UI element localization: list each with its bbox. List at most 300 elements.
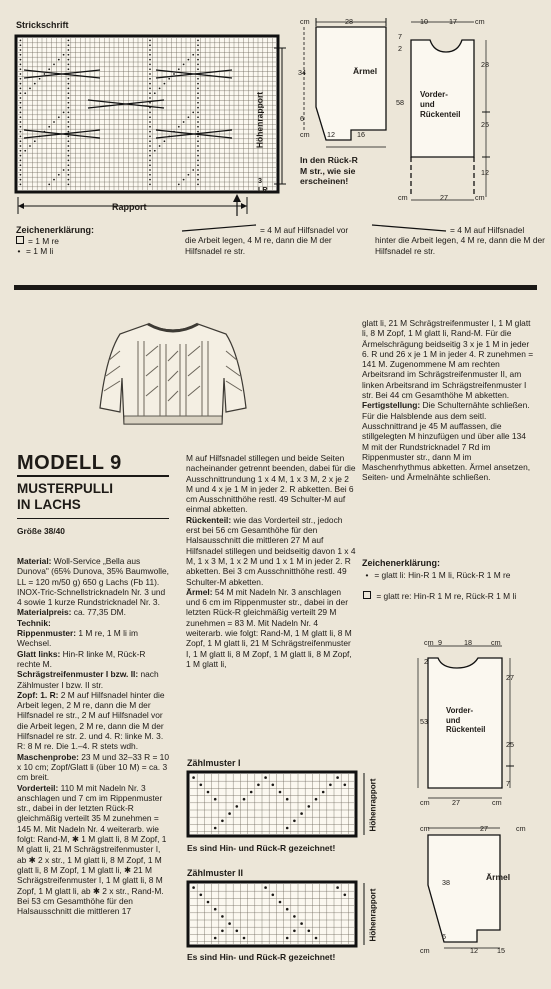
purl-dot bbox=[20, 155, 22, 157]
purl-dot bbox=[20, 174, 22, 176]
purl-dot bbox=[58, 59, 60, 61]
purl-dot bbox=[293, 820, 296, 823]
purl-dot bbox=[68, 126, 70, 128]
purl-dot bbox=[197, 131, 199, 133]
dim-25: 25 bbox=[481, 120, 489, 129]
purl-dot bbox=[197, 54, 199, 56]
purl-dot bbox=[228, 922, 231, 925]
dim-cm: cm bbox=[420, 946, 430, 955]
rapport-label: Rapport bbox=[112, 202, 147, 212]
purl-dot bbox=[68, 184, 70, 186]
dim-6: 6 bbox=[442, 932, 446, 941]
purl-dot bbox=[286, 937, 289, 940]
purl-dot bbox=[149, 145, 151, 147]
paragraph: Glatt links: Hin-R linke M, Rück-R rechte M. bbox=[17, 648, 146, 669]
purl-dot bbox=[293, 915, 296, 918]
purl-dot bbox=[20, 136, 22, 138]
zaehl-1-hoehenrapport: Höhenrapport bbox=[368, 778, 378, 832]
purl-dot bbox=[149, 136, 151, 138]
dim-27: 27 bbox=[440, 193, 448, 202]
dim-58: 58 bbox=[396, 98, 404, 107]
purl-dot bbox=[20, 78, 22, 80]
paragraph: Materialpreis: ca. 77,35 DM. bbox=[17, 607, 126, 618]
cable-front-text: = 4 M auf Hilfsnadel vor die Arbeit legen, 4 M re, dann die M der Hilfsnadel re str. bbox=[185, 225, 349, 256]
purl-dot bbox=[149, 68, 151, 70]
purl-dot bbox=[20, 179, 22, 181]
purl-dot bbox=[20, 126, 22, 128]
paragraph: Fertigstellung: Die Schulternähte schließen. Für die Halsblende aus dem seitl. Ausschnittrand je 45 M auffassen, die stillgelegten M hinzufügen und über alle 134 M mit der Rundstricknadel 7 Rd im Rippenmuster str., dann M im Maschenrhythmus abketten. Ärmel ansetzen, Seiten- und Ärmelnähte schließen. bbox=[362, 400, 531, 483]
dim-12: 12 bbox=[470, 946, 478, 955]
purl-dot bbox=[250, 791, 253, 794]
purl-dot bbox=[48, 126, 50, 128]
purl-dot bbox=[154, 150, 156, 152]
purl-dot bbox=[20, 131, 22, 133]
purl-dot bbox=[68, 131, 70, 133]
zaehlmuster-2-chart bbox=[186, 880, 376, 952]
chart-title: Strickschrift bbox=[16, 20, 69, 30]
purl-dot bbox=[293, 930, 296, 933]
purl-dot bbox=[149, 121, 151, 123]
purl-dot bbox=[29, 145, 31, 147]
purl-dot bbox=[236, 805, 239, 808]
dim-2: 2 bbox=[424, 657, 428, 666]
purl-dot bbox=[20, 73, 22, 75]
square-icon bbox=[16, 236, 24, 244]
purl-dot bbox=[20, 112, 22, 114]
sweater-illustration bbox=[98, 316, 248, 428]
purl-dot bbox=[53, 121, 55, 123]
dim-34: 34 bbox=[298, 68, 306, 77]
dim-2: 2 bbox=[398, 44, 402, 53]
purl-dot bbox=[20, 54, 22, 56]
purl-dot bbox=[68, 112, 70, 114]
purl-dot bbox=[214, 798, 217, 801]
legend-item-glatt-li: • = glatt li: Hin-R 1 M li, Rück-R 1 M re bbox=[362, 570, 534, 580]
purl-dot bbox=[272, 784, 275, 787]
legend-item-glatt-re: = glatt re: Hin-R 1 M re, Rück-R 1 M li bbox=[362, 591, 534, 601]
purl-dot bbox=[214, 937, 217, 940]
purl-dot bbox=[188, 174, 190, 176]
purl-dot bbox=[183, 64, 185, 66]
purl-dot bbox=[173, 73, 175, 75]
paragraph: Maschenprobe: 23 M und 32–33 R = 10 x 10 cm; Zopf/Glatt li (über 10 M) = ca. 3 cm breit. bbox=[17, 751, 170, 783]
dim-12: 12 bbox=[327, 130, 335, 139]
purl-dot bbox=[20, 83, 22, 85]
purl-dot bbox=[149, 73, 151, 75]
lr-label: 3 LR bbox=[258, 176, 268, 194]
purl-dot bbox=[221, 930, 224, 933]
aermel-label-bottom: Ärmel bbox=[486, 872, 511, 882]
text-column-3 bbox=[362, 318, 534, 483]
purl-dot bbox=[197, 174, 199, 176]
text-column-1 bbox=[17, 556, 169, 916]
purl-dot bbox=[197, 107, 199, 109]
purl-dot bbox=[68, 54, 70, 56]
dim-25: 25 bbox=[506, 740, 514, 749]
purl-dot bbox=[68, 68, 70, 70]
purl-dot bbox=[344, 894, 347, 897]
section-divider bbox=[14, 285, 537, 290]
purl-dot bbox=[48, 68, 50, 70]
purl-dot bbox=[159, 145, 161, 147]
purl-dot bbox=[197, 44, 199, 46]
paragraph: M auf Hilfsnadel stillegen und beide Seiten nacheinander getrennt beenden, dabei für die Ausschnittrundung 1 x 4 M, 1 x 3 M, 2 x je 2 M und 4 x je 1 M in jeder 2. R abketten. Bei 6 cm Ausschnitthöhe restl. 49 Schulter-M auf einmal abketten. bbox=[186, 453, 356, 515]
dim-cm: cm bbox=[475, 193, 485, 202]
zaehlmuster-1-chart bbox=[186, 770, 376, 842]
dim-12-right: 12 bbox=[481, 168, 489, 177]
purl-dot bbox=[24, 150, 26, 152]
purl-dot bbox=[192, 169, 194, 171]
purl-dot bbox=[192, 112, 194, 114]
dot-icon: • bbox=[17, 246, 21, 256]
purl-dot bbox=[68, 59, 70, 61]
paragraph: Rippenmuster: 1 M re, 1 M li im Wechsel. bbox=[17, 628, 138, 649]
purl-dot bbox=[279, 901, 282, 904]
purl-dot bbox=[221, 820, 224, 823]
paragraph: Schrägstreifenmuster I bzw. II: nach Zählmuster I bzw. II str. bbox=[17, 669, 159, 690]
purl-dot bbox=[20, 121, 22, 123]
purl-dot bbox=[68, 145, 70, 147]
purl-dot bbox=[68, 164, 70, 166]
purl-dot bbox=[68, 155, 70, 157]
purl-dot bbox=[68, 121, 70, 123]
dim-cm: cm bbox=[420, 798, 430, 807]
purl-dot bbox=[58, 174, 60, 176]
purl-dot bbox=[344, 784, 347, 787]
purl-dot bbox=[300, 812, 303, 815]
dim-7: 7 bbox=[506, 779, 510, 788]
zaehlmuster-1-title: Zählmuster I bbox=[187, 758, 241, 768]
purl-dot bbox=[159, 88, 161, 90]
purl-dot bbox=[20, 140, 22, 142]
purl-dot bbox=[192, 54, 194, 56]
purl-dot bbox=[197, 179, 199, 181]
dim-10: 10 bbox=[420, 17, 428, 26]
purl-dot bbox=[243, 937, 246, 940]
dim-cm: cm bbox=[420, 824, 430, 833]
dim-cm: cm bbox=[424, 638, 434, 647]
purl-dot bbox=[197, 68, 199, 70]
purl-dot bbox=[149, 78, 151, 80]
purl-dot bbox=[264, 886, 267, 889]
purl-dot bbox=[149, 88, 151, 90]
zaehl-1-note: Es sind Hin- und Rück-R gezeichnet! bbox=[187, 843, 336, 853]
purl-dot bbox=[44, 73, 46, 75]
purl-dot bbox=[20, 44, 22, 46]
purl-dot bbox=[20, 145, 22, 147]
purl-dot bbox=[286, 827, 289, 830]
purl-dot bbox=[308, 805, 311, 808]
dim-28: 28 bbox=[345, 17, 353, 26]
purl-dot bbox=[197, 78, 199, 80]
purl-dot bbox=[68, 102, 70, 104]
purl-dot bbox=[68, 88, 70, 90]
dim-cm: cm bbox=[491, 638, 501, 647]
purl-dot bbox=[149, 150, 151, 152]
purl-dot bbox=[300, 922, 303, 925]
purl-dot bbox=[68, 78, 70, 80]
purl-dot bbox=[20, 184, 22, 186]
purl-dot bbox=[149, 97, 151, 99]
purl-dot bbox=[264, 776, 267, 779]
purl-dot bbox=[336, 886, 339, 889]
purl-dot bbox=[20, 97, 22, 99]
purl-dot bbox=[149, 49, 151, 51]
purl-dot bbox=[68, 150, 70, 152]
purl-dot bbox=[68, 92, 70, 94]
purl-dot bbox=[197, 164, 199, 166]
purl-dot bbox=[24, 92, 26, 94]
purl-dot bbox=[20, 88, 22, 90]
purl-dot bbox=[149, 54, 151, 56]
dim-7: 7 bbox=[398, 32, 402, 41]
purl-dot bbox=[257, 784, 260, 787]
dim-17: 17 bbox=[449, 17, 457, 26]
purl-dot bbox=[68, 169, 70, 171]
purl-dot bbox=[149, 59, 151, 61]
dim-cm: cm bbox=[492, 798, 502, 807]
purl-dot bbox=[20, 49, 22, 51]
purl-dot bbox=[68, 136, 70, 138]
purl-dot bbox=[272, 894, 275, 897]
purl-dot bbox=[197, 155, 199, 157]
dim-27-right: 27 bbox=[506, 673, 514, 682]
schema-bottom bbox=[412, 640, 542, 985]
purl-dot bbox=[48, 184, 50, 186]
paragraph: Technik: bbox=[17, 617, 51, 628]
purl-dot bbox=[197, 88, 199, 90]
purl-dot bbox=[68, 107, 70, 109]
purl-dot bbox=[197, 126, 199, 128]
zaehl-2-note: Es sind Hin- und Rück-R gezeichnet! bbox=[187, 952, 336, 962]
paragraph: Rückenteil: wie das Vorderteil str., jedoch erst bei 56 cm Gesamthöhe für den Halsausschnitt die mittleren 27 M auf Hilfsnadel stillegen und beidseitig davon 1 x 4 M, 1 x 3 M, 1 x 2 M und 1 x 1 M in jeder 2. R abketten. Bei 3 cm Ausschnitthöhe restl. 49 Schulter-M abketten. bbox=[186, 514, 356, 587]
legend-title-2: Zeichenerklärung: bbox=[362, 558, 441, 568]
purl-dot bbox=[20, 169, 22, 171]
aermel-label: Ärmel bbox=[353, 66, 378, 76]
purl-dot bbox=[20, 40, 22, 42]
purl-dot bbox=[20, 107, 22, 109]
model-title: MODELL 9 bbox=[17, 452, 122, 474]
purl-dot bbox=[34, 140, 36, 142]
purl-dot bbox=[149, 116, 151, 118]
dot-icon: • bbox=[365, 570, 369, 580]
purl-dot bbox=[29, 88, 31, 90]
purl-dot bbox=[197, 121, 199, 123]
purl-dot bbox=[68, 97, 70, 99]
purl-dot bbox=[58, 116, 60, 118]
purl-dot bbox=[68, 160, 70, 162]
purl-dot bbox=[68, 44, 70, 46]
dim-cm: cm bbox=[300, 17, 310, 26]
purl-dot bbox=[149, 83, 151, 85]
paragraph: Material: Woll-Service „Bella aus Dunova" (65% Dunova, 35% Baumwolle, LL = 120 m/50 g) 650 g Lachs (Fb 11). INOX-Tric-Schnellstricknadeln Nr. 3 und 4 sowie 1 kurze Rundstricknadel Nr. 3. bbox=[17, 556, 169, 608]
purl-dot bbox=[197, 150, 199, 152]
purl-dot bbox=[20, 116, 22, 118]
purl-dot bbox=[197, 97, 199, 99]
purl-dot bbox=[149, 164, 151, 166]
legend-item-re: = 1 M re bbox=[16, 236, 59, 246]
purl-dot bbox=[197, 92, 199, 94]
purl-dot bbox=[149, 64, 151, 66]
purl-dot bbox=[188, 59, 190, 61]
purl-dot bbox=[200, 894, 203, 897]
purl-dot bbox=[197, 145, 199, 147]
purl-dot bbox=[68, 40, 70, 42]
purl-dot bbox=[183, 121, 185, 123]
purl-dot bbox=[34, 83, 36, 85]
purl-dot bbox=[149, 131, 151, 133]
purl-dot bbox=[214, 827, 217, 830]
purl-dot bbox=[197, 64, 199, 66]
purl-dot bbox=[149, 40, 151, 42]
purl-dot bbox=[221, 915, 224, 918]
purl-dot bbox=[20, 92, 22, 94]
purl-dot bbox=[236, 930, 239, 933]
purl-dot bbox=[149, 174, 151, 176]
purl-dot bbox=[149, 160, 151, 162]
purl-dot bbox=[207, 791, 210, 794]
purl-dot bbox=[286, 798, 289, 801]
model-subtitle-1: MUSTERPULLI bbox=[17, 481, 113, 496]
purl-dot bbox=[149, 179, 151, 181]
purl-dot bbox=[279, 791, 282, 794]
purl-dot bbox=[154, 92, 156, 94]
purl-dot bbox=[168, 78, 170, 80]
purl-dot bbox=[178, 68, 180, 70]
model-subtitle-2: IN LACHS bbox=[17, 497, 81, 512]
paragraph: Vorderteil: 110 M mit Nadeln Nr. 3 anschlagen und 7 cm im Rippenmuster str., dabei in der letzten Rück-R gleichmäßig verteilt 35 M zunehmen = 145 M. Mit Nadeln Nr. 4 weiterarb. wie folgt: Rand-M, ✱ 1 M glatt li, 8 M Zopf, 1 M glatt li, 21 M Schrägstreifenmuster I, ab ✱ 2 x str., 1 M glatt li, 8 M Zopf, 1 M glatt li, 8 M Zopf, 1 M glatt li, ✱ 21 M Schrägstreifenmuster I, 1 M glatt li, 8 M Zopf, 1 M glatt li, ab ✱ 2 x str., Rand-M. Bei 53 cm Gesamthöhe für den Halsausschnitt die mittleren 17 bbox=[17, 782, 167, 917]
purl-dot bbox=[149, 126, 151, 128]
purl-dot bbox=[197, 59, 199, 61]
purl-dot bbox=[197, 116, 199, 118]
dim-9: 9 bbox=[438, 638, 442, 647]
size-label: Größe 38/40 bbox=[17, 526, 65, 536]
paragraph: Zopf: 1. R: 2 M auf Hilfsnadel hinter die Arbeit legen, 2 M re, dann die M der Hilfsnadel re str., 2 M auf Hilfsnadel vor die Arbeit legen, 2 M re, dann die M der Hilfsnadel re str. 2. und 4. R: linke M. 3. R: 8 M re. Die 1.–4. R stets wdh. bbox=[17, 689, 165, 752]
purl-dot bbox=[336, 776, 339, 779]
purl-dot bbox=[53, 64, 55, 66]
paragraph: glatt li, 21 M Schrägstreifenmuster I, 1 M glatt li, 8 M Zopf, 1 M glatt li, Rand-M. Für die Ärmelschrägung beidseitig 3 x je 1 M in jeder 6. R und 26 x je 1 M in jeder 4. R zunehmen = 141 M. Zugenommene M am rechten Arbeitsrand im Schrägstreifenmuster II, am linken Arbeitsrand im Schrägstreifenmuster I str. Bei 44 cm Gesamthöhe M abketten. bbox=[362, 318, 534, 401]
dim-6: 6 bbox=[300, 114, 304, 123]
hoehenrapport-label: Höhenrapport bbox=[254, 91, 265, 149]
zaehl-2-hoehenrapport: Höhenrapport bbox=[368, 888, 378, 942]
purl-dot bbox=[63, 54, 65, 56]
purl-dot bbox=[149, 102, 151, 104]
purl-dot bbox=[149, 92, 151, 94]
legend-item-li: • = 1 M li bbox=[17, 246, 54, 256]
purl-dot bbox=[315, 937, 318, 940]
purl-dot bbox=[20, 64, 22, 66]
purl-dot bbox=[197, 49, 199, 51]
title-rule bbox=[17, 475, 169, 477]
purl-dot bbox=[20, 59, 22, 61]
dim-27-sleeve: 27 bbox=[480, 824, 488, 833]
purl-dot bbox=[20, 68, 22, 70]
purl-dot bbox=[20, 160, 22, 162]
purl-dot bbox=[308, 930, 311, 933]
purl-dot bbox=[68, 174, 70, 176]
purl-dot bbox=[149, 44, 151, 46]
purl-dot bbox=[197, 136, 199, 138]
purl-dot bbox=[20, 164, 22, 166]
purl-dot bbox=[214, 908, 217, 911]
purl-dot bbox=[149, 155, 151, 157]
purl-dot bbox=[197, 83, 199, 85]
vorder-label-bottom: Vorder- und Rückenteil bbox=[446, 706, 486, 734]
purl-dot bbox=[53, 179, 55, 181]
zaehlmuster-2-title: Zählmuster II bbox=[187, 868, 244, 878]
square-icon bbox=[363, 591, 371, 599]
legend-title: Zeichenerklärung: bbox=[16, 225, 95, 235]
purl-dot bbox=[200, 784, 203, 787]
purl-dot bbox=[197, 184, 199, 186]
purl-dot bbox=[149, 112, 151, 114]
purl-dot bbox=[149, 140, 151, 142]
purl-dot bbox=[183, 179, 185, 181]
purl-dot bbox=[149, 184, 151, 186]
dim-28-right: 28 bbox=[481, 60, 489, 69]
purl-dot bbox=[286, 908, 289, 911]
purl-dot bbox=[197, 140, 199, 142]
dim-cm: cm bbox=[475, 17, 485, 26]
dim-18: 18 bbox=[464, 638, 472, 647]
purl-dot bbox=[197, 160, 199, 162]
dim-cm: cm bbox=[516, 824, 526, 833]
cable-back-text: = 4 M auf Hilfsnadel hinter die Arbeit legen, 4 M re, dann die M der Hilfsnadel re str. bbox=[375, 225, 545, 256]
dim-16: 16 bbox=[357, 130, 365, 139]
purl-dot bbox=[197, 112, 199, 114]
subtitle-rule bbox=[17, 518, 169, 519]
purl-dot bbox=[68, 83, 70, 85]
purl-dot bbox=[68, 116, 70, 118]
dim-cm: cm bbox=[398, 193, 408, 202]
dim-15: 15 bbox=[497, 946, 505, 955]
purl-dot bbox=[207, 901, 210, 904]
purl-dot bbox=[178, 126, 180, 128]
purl-dot bbox=[164, 83, 166, 85]
text-column-2 bbox=[186, 453, 356, 669]
purl-dot bbox=[68, 49, 70, 51]
purl-dot bbox=[188, 116, 190, 118]
dim-38: 38 bbox=[442, 878, 450, 887]
purl-dot bbox=[68, 140, 70, 142]
dim-27: 27 bbox=[452, 798, 460, 807]
purl-dot bbox=[20, 150, 22, 152]
purl-dot bbox=[228, 812, 231, 815]
dim-53: 53 bbox=[420, 717, 428, 726]
schema-note: In den Rück-R M str., wie sie erscheinen! bbox=[300, 155, 358, 186]
purl-dot bbox=[192, 886, 195, 889]
purl-dot bbox=[322, 791, 325, 794]
purl-dot bbox=[197, 40, 199, 42]
purl-dot bbox=[149, 169, 151, 171]
purl-dot bbox=[20, 102, 22, 104]
purl-dot bbox=[68, 179, 70, 181]
purl-dot bbox=[178, 184, 180, 186]
purl-dot bbox=[63, 169, 65, 171]
purl-dot bbox=[197, 102, 199, 104]
paragraph: Ärmel: 54 M mit Nadeln Nr. 3 anschlagen und 6 cm im Rippenmuster str., dabei in der letzten Rück-R gleichmäßig verteilt 29 M zunehmen = 83 M. Mit Nadeln Nr. 4 weiterarb. wie folgt: Rand-M, 1 M glatt li, 8 M Zopf, 1 M glatt li, 21 M Schrägstreifenmuster I, 1 M glatt li, 8 M Zopf, 1 M glatt li, 8 M Zopf, 1 M glatt li, bbox=[186, 586, 352, 669]
purl-dot bbox=[39, 78, 41, 80]
purl-dot bbox=[197, 169, 199, 171]
purl-dot bbox=[315, 798, 318, 801]
purl-dot bbox=[68, 64, 70, 66]
dim-cm: cm bbox=[300, 130, 310, 139]
purl-dot bbox=[192, 776, 195, 779]
purl-dot bbox=[164, 140, 166, 142]
purl-dot bbox=[329, 784, 332, 787]
vorder-label: Vorder- und Rückenteil bbox=[420, 90, 461, 119]
purl-dot bbox=[63, 112, 65, 114]
